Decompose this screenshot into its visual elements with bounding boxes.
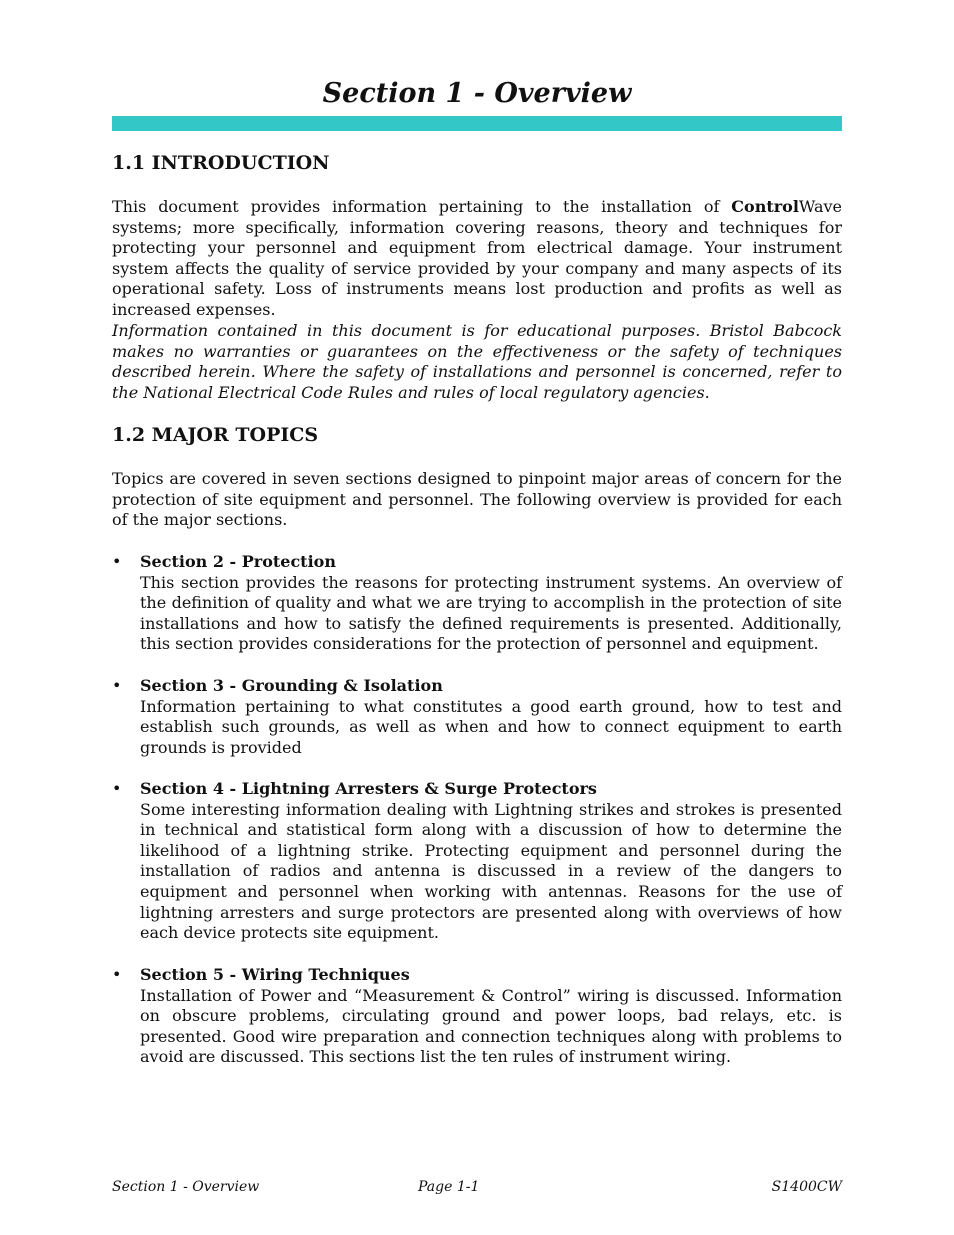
section-heading-major-topics: 1.2 MAJOR TOPICS xyxy=(112,424,319,446)
intro-paragraph xyxy=(112,197,842,321)
intro-text-start: This document provides information pertaining to the installation of xyxy=(112,197,732,216)
topic-title: Section 5 - Wiring Techniques xyxy=(140,965,410,984)
topic-body xyxy=(140,965,842,1068)
bullet-icon: • xyxy=(112,965,122,984)
bullet-icon: • xyxy=(112,676,122,695)
bullet-icon: • xyxy=(112,552,122,571)
section-heading-introduction: 1.1 INTRODUCTION xyxy=(112,152,330,174)
topic-text: This section provides the reasons for protecting instrument systems. An overview of the definition of quality and what we are trying to accomplish in the protection of site installations and how to satisfy the defined requirements is presented. Additionally, this section provides considerations for the protection of personnel and equipment. xyxy=(140,572,842,654)
topic-body xyxy=(140,779,842,944)
topic-title: Section 4 - Lightning Arresters & Surge Protectors xyxy=(140,779,597,798)
page-title: Section 1 - Overview xyxy=(322,78,632,109)
topic-text: Installation of Power and “Measurement & Control” wiring is discussed. Information on obscure problems, circulating ground and power loops, bad relays, etc. is presented. Good wire preparation and connection techniques along with problems to avoid are discussed. This sections list the ten rules of instrument wiring. xyxy=(140,985,842,1067)
disclaimer-paragraph: Information contained in this document is for educational purposes. Bristol Babcock makes no warranties or guarantees on the effectiveness or the safety of techniques described herein. Where the safety of installations and personnel is concerned, refer to the National Electrical Code Rules and rules of local regulatory agencies. xyxy=(112,321,842,402)
bullet-icon: • xyxy=(112,779,122,798)
topic-title: Section 3 - Grounding & Isolation xyxy=(140,676,443,695)
topic-text: Some interesting information dealing with Lightning strikes and strokes is presented in technical and statistical form along with a discussion of how to determine the likelihood of a lightning strike. Protecting equipment and personnel during the installation of radios and antenna is discussed in a review of the dangers to equipment and personnel when working with antennas. Reasons for the use of lightning arresters and surge protectors are presented along with overviews of how each device protects site equipment. xyxy=(140,799,842,943)
brand-name-bold: Control xyxy=(731,197,799,216)
topic-body xyxy=(140,552,842,655)
footer-page-number: Page 1-1 xyxy=(418,1179,480,1195)
title-divider-bar xyxy=(112,116,842,131)
footer-doc-id: S1400CW xyxy=(771,1179,842,1195)
topics-paragraph: Topics are covered in seven sections designed to pinpoint major areas of concern for the protection of site equipment and personnel. The following overview is provided for each of the major sections. xyxy=(112,469,842,530)
page-footer xyxy=(112,1179,842,1199)
topic-title: Section 2 - Protection xyxy=(140,552,336,571)
topic-body xyxy=(140,676,842,758)
intro-text-rest: Wave systems; more specifically, information covering reasons, theory and techniques for protecting your personnel and equipment from electrical damage. Your instrument system affects the quality of service provided by your company and many aspects of its operational safety. Loss of instruments means lost production and profits as well as increased expenses. xyxy=(112,197,842,319)
document-page xyxy=(112,0,842,1235)
topic-text: Information pertaining to what constitutes a good earth ground, how to test and establish such grounds, as well as when and how to connect equipment to earth grounds is provided xyxy=(140,696,842,757)
footer-section: Section 1 - Overview xyxy=(112,1179,260,1195)
